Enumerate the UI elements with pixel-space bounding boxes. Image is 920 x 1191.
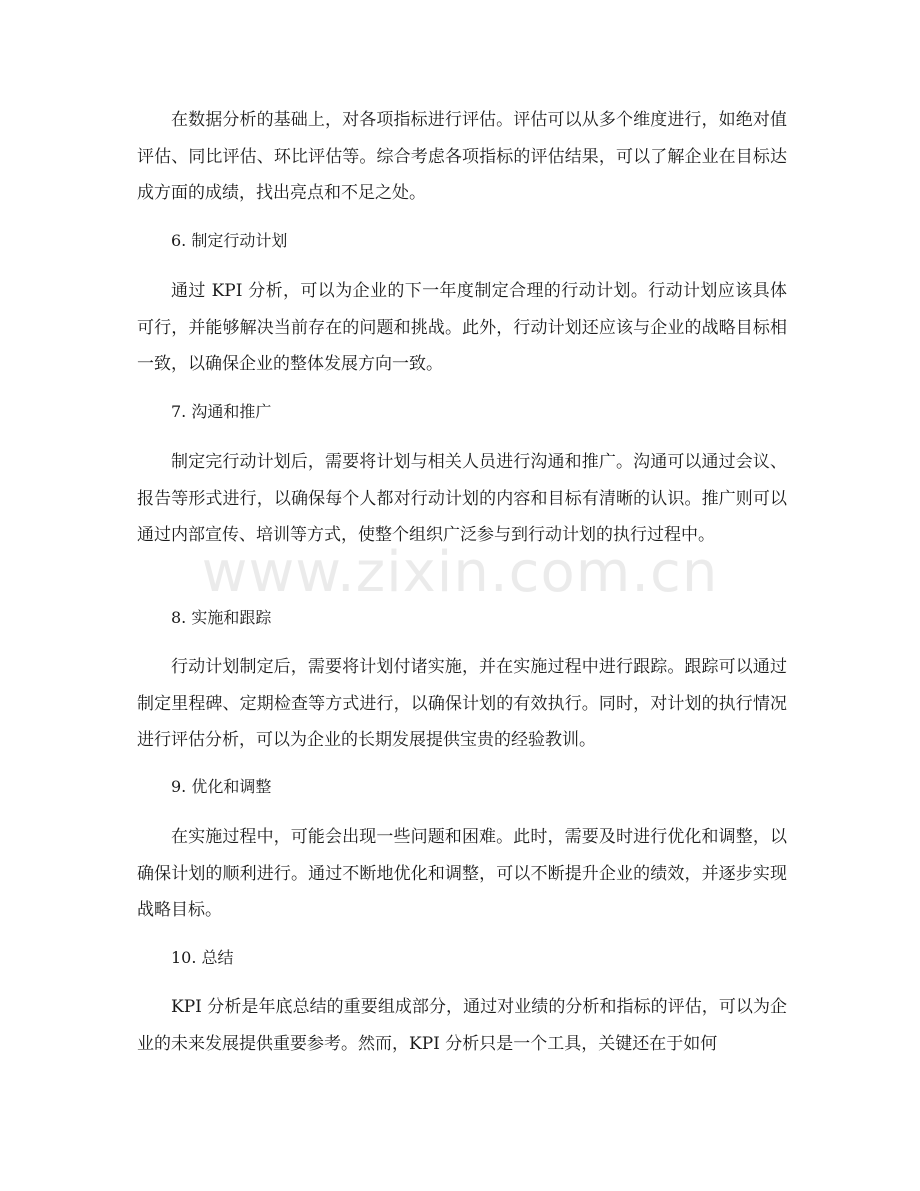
watermark: www.zixin.com.cn — [201, 540, 719, 605]
heading-summary: 10. 总结 — [171, 948, 234, 967]
paragraph-optimization: 在实施过程中，可能会出现一些问题和困难。此时，需要及时进行优化和调整，以确保计划的顺利进行。通过不断地优化和调整，可以不断提升企业的绩效，并逐步实现战略目标。 — [137, 827, 787, 920]
paragraph-evaluation: 在数据分析的基础上，对各项指标进行评估。评估可以从多个维度进行，如绝对值评估、同比评估、环比评估等。综合考虑各项指标的评估结果，可以了解企业在目标达成方面的成绩，找出亮点和不足之处。 — [137, 110, 787, 203]
paragraph-summary: KPI 分析是年底总结的重要组成部分，通过对业绩的分析和指标的评估，可以为企业的未来发展提供重要参考。然而，KPI 分析只是一个工具，关键还在于如何 — [137, 997, 787, 1054]
paragraph-action-plan: 通过 KPI 分析，可以为企业的下一年度制定合理的行动计划。行动计划应该具体可行，并能够解决当前存在的问题和挑战。此外，行动计划还应该与企业的战略目标相一致，以确保企业的整体发展方向一致。 — [137, 281, 787, 374]
heading-implementation: 8. 实施和跟踪 — [171, 608, 272, 627]
heading-optimization: 9. 优化和调整 — [171, 777, 272, 796]
paragraph-implementation: 行动计划制定后，需要将计划付诸实施，并在实施过程中进行跟踪。跟踪可以通过制定里程碑、定期检查等方式进行，以确保计划的有效执行。同时，对计划的执行情况进行评估分析，可以为企业的长期发展提供宝贵的经验教训。 — [137, 657, 787, 750]
heading-action-plan: 6. 制定行动计划 — [171, 231, 288, 250]
heading-communication: 7. 沟通和推广 — [171, 402, 272, 421]
paragraph-communication: 制定完行动计划后，需要将计划与相关人员进行沟通和推广。沟通可以通过会议、报告等形式进行，以确保每个人都对行动计划的内容和目标有清晰的认识。推广则可以通过内部宣传、培训等方式，使整个组织广泛参与到行动计划的执行过程中。 — [137, 452, 787, 545]
